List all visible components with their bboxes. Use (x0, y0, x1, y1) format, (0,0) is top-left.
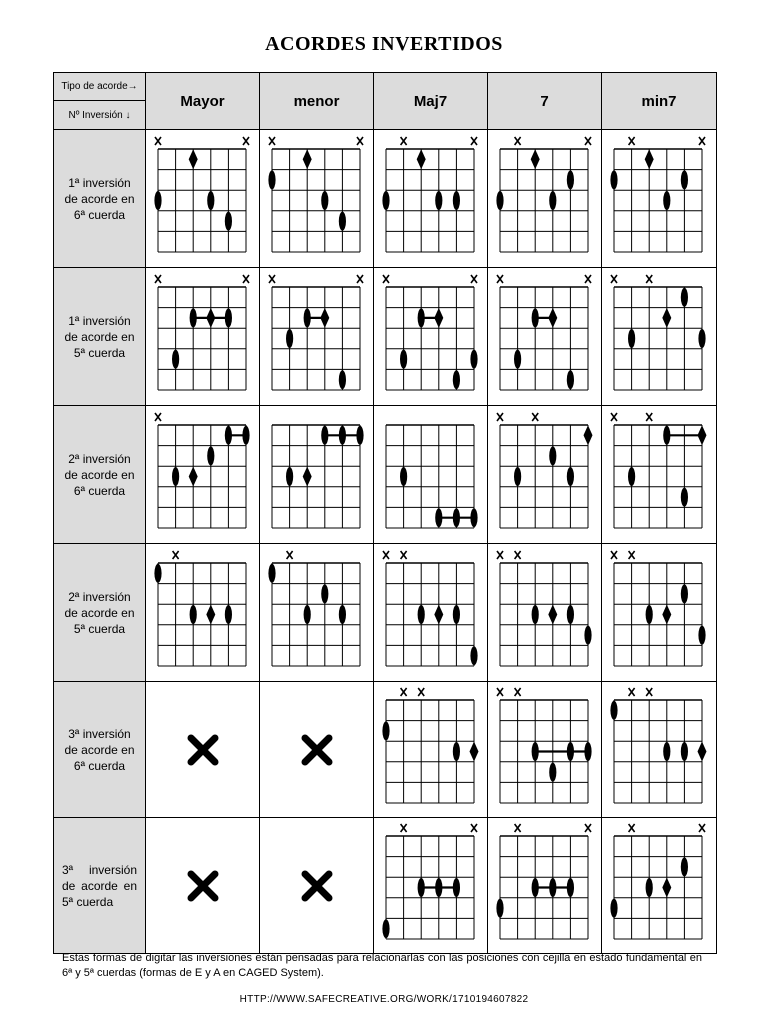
mute-x-icon (286, 551, 292, 559)
finger-dot (400, 467, 407, 486)
finger-dot (452, 191, 459, 210)
chord-cell (146, 130, 260, 268)
mute-x-icon (269, 137, 275, 145)
finger-dot (646, 878, 653, 897)
chord-cell (602, 544, 717, 682)
root-note-diamond (583, 425, 592, 445)
root-note-diamond (302, 466, 311, 486)
chord-diagram (494, 273, 596, 401)
chord-cell (488, 406, 602, 544)
finger-dot (417, 308, 424, 327)
finger-dot (698, 329, 705, 348)
finger-dot (470, 349, 477, 368)
finger-dot (663, 742, 670, 761)
finger-dot (646, 605, 653, 624)
root-note-diamond (188, 149, 197, 169)
mute-x-icon (155, 275, 161, 283)
finger-dot (224, 211, 231, 230)
finger-dot (610, 700, 617, 719)
row-label: 2ª inversión de acorde en 5ª cuerda (54, 544, 146, 682)
mute-x-icon (357, 137, 363, 145)
column-header-min7: min7 (602, 73, 717, 130)
chord-cell (488, 268, 602, 406)
mute-x-icon (471, 275, 477, 283)
chord-cell (488, 130, 602, 268)
chord-diagram (266, 273, 368, 401)
chord-cell (260, 682, 374, 818)
chord-diagram (608, 686, 710, 814)
chord-diagram (380, 135, 482, 263)
finger-dot (514, 349, 521, 368)
finger-dot (531, 605, 538, 624)
table-row (54, 268, 717, 406)
chord-cell (260, 268, 374, 406)
corner-header (54, 73, 146, 130)
mute-x-icon (357, 275, 363, 283)
table-row (54, 682, 717, 818)
finger-dot (154, 563, 161, 582)
chord-cell (374, 130, 488, 268)
mute-x-icon (400, 688, 406, 696)
finger-dot (549, 762, 556, 781)
mute-x-icon (611, 275, 617, 283)
root-note-diamond (434, 604, 443, 624)
root-note-diamond (188, 466, 197, 486)
finger-dot (610, 898, 617, 917)
column-header-mayor: Mayor (146, 73, 260, 130)
root-note-diamond (530, 149, 539, 169)
finger-dot (338, 605, 345, 624)
mute-x-icon (418, 688, 424, 696)
chord-cell (374, 682, 488, 818)
mute-x-icon (646, 413, 652, 421)
finger-dot (566, 605, 573, 624)
finger-dot (531, 308, 538, 327)
root-note-diamond (416, 149, 425, 169)
column-header-menor: menor (260, 73, 374, 130)
mute-x-icon (471, 824, 477, 832)
finger-dot (268, 563, 275, 582)
root-note-diamond (320, 307, 329, 327)
finger-dot (663, 191, 670, 210)
mute-x-icon (497, 413, 503, 421)
finger-dot (417, 878, 424, 897)
root-note-diamond (698, 741, 707, 761)
finger-dot (189, 605, 196, 624)
root-note-diamond (645, 149, 654, 169)
cross-stroke (305, 874, 329, 898)
mute-x-icon (243, 137, 249, 145)
chord-diagram (608, 135, 710, 263)
finger-dot (470, 646, 477, 665)
finger-dot (382, 721, 389, 740)
finger-dot (417, 605, 424, 624)
cross-stroke (191, 874, 215, 898)
finger-dot (435, 508, 442, 527)
finger-dot (189, 308, 196, 327)
table-row (54, 544, 717, 682)
finger-dot (566, 742, 573, 761)
root-note-diamond (698, 425, 707, 445)
footnote: Estas formas de digitar las inversiones están pensadas para relacionarlas con las posiciones con cejilla en estado fundamental en 6ª y 5ª cuerdas (formas de E y A en CAGED System). (62, 952, 702, 979)
chord-cell (260, 130, 374, 268)
inversion-number-label: Nº Inversión ↓ (68, 109, 131, 121)
root-note-diamond (662, 877, 671, 897)
finger-dot (224, 605, 231, 624)
chord-cell (602, 682, 717, 818)
no-chord-cross-icon (183, 730, 223, 770)
cross-stroke (305, 738, 329, 762)
mute-x-icon (699, 137, 705, 145)
source-url: HTTP://WWW.SAFECREATIVE.ORG/WORK/1710194607822 (239, 994, 529, 1005)
finger-dot (338, 370, 345, 389)
finger-dot (400, 349, 407, 368)
no-chord-cross-icon (297, 866, 337, 906)
mute-x-icon (646, 275, 652, 283)
finger-dot (435, 878, 442, 897)
finger-dot (338, 211, 345, 230)
mute-x-icon (532, 413, 538, 421)
finger-dot (154, 191, 161, 210)
finger-dot (549, 191, 556, 210)
chord-diagram (380, 549, 482, 677)
finger-dot (531, 878, 538, 897)
mute-x-icon (514, 137, 520, 145)
row-label: 1ª inversión de acorde en 6ª cuerda (54, 130, 146, 268)
finger-dot (452, 742, 459, 761)
root-note-diamond (434, 307, 443, 327)
row-label: 3ª inversión de acorde en 5ª cuerda (54, 818, 146, 954)
chord-cell (260, 406, 374, 544)
finger-dot (514, 467, 521, 486)
chord-diagram (380, 822, 482, 950)
finger-dot (303, 605, 310, 624)
finger-dot (382, 191, 389, 210)
chord-diagram (266, 135, 368, 263)
finger-dot (452, 508, 459, 527)
finger-dot (496, 191, 503, 210)
chord-diagram (494, 135, 596, 263)
chord-cell (260, 818, 374, 954)
chord-cell (602, 818, 717, 954)
chord-type-label: Tipo de acorde→ (54, 73, 145, 101)
finger-dot (584, 742, 591, 761)
chord-cell (488, 818, 602, 954)
column-header-maj7: Maj7 (374, 73, 488, 130)
chord-cell (488, 682, 602, 818)
mute-x-icon (400, 551, 406, 559)
finger-dot (207, 446, 214, 465)
cross-stroke (191, 738, 215, 762)
chord-diagram (608, 822, 710, 950)
mute-x-icon (400, 137, 406, 145)
mute-x-icon (269, 275, 275, 283)
finger-dot (321, 425, 328, 444)
mute-x-icon (514, 551, 520, 559)
mute-x-icon (611, 413, 617, 421)
finger-dot (663, 425, 670, 444)
root-note-diamond (206, 604, 215, 624)
chord-cell (602, 268, 717, 406)
mute-x-icon (383, 551, 389, 559)
row-label: 3ª inversión de acorde en 6ª cuerda (54, 682, 146, 818)
finger-dot (338, 425, 345, 444)
mute-x-icon (629, 551, 635, 559)
row-label: 2ª inversión de acorde en 6ª cuerda (54, 406, 146, 544)
finger-dot (356, 425, 363, 444)
mute-x-icon (497, 275, 503, 283)
finger-dot (566, 370, 573, 389)
chord-diagram (494, 822, 596, 950)
mute-x-icon (699, 824, 705, 832)
finger-dot (496, 898, 503, 917)
finger-dot (549, 878, 556, 897)
chord-diagram (152, 411, 254, 539)
table-row (54, 406, 717, 544)
chord-diagram (608, 273, 710, 401)
finger-dot (286, 329, 293, 348)
root-note-diamond (302, 149, 311, 169)
mute-x-icon (243, 275, 249, 283)
root-note-diamond (662, 307, 671, 327)
mute-x-icon (611, 551, 617, 559)
root-note-diamond (548, 307, 557, 327)
chord-cell (146, 406, 260, 544)
chord-diagram (608, 411, 710, 539)
finger-dot (321, 191, 328, 210)
mute-x-icon (383, 275, 389, 283)
no-chord-cross-icon (297, 730, 337, 770)
finger-dot (435, 191, 442, 210)
finger-dot (681, 584, 688, 603)
table-row (54, 130, 717, 268)
mute-x-icon (514, 688, 520, 696)
finger-dot (610, 170, 617, 189)
chord-cell (146, 268, 260, 406)
root-note-diamond (206, 307, 215, 327)
mute-x-icon (629, 824, 635, 832)
finger-dot (303, 308, 310, 327)
finger-dot (382, 919, 389, 938)
finger-dot (681, 170, 688, 189)
chord-cell (374, 544, 488, 682)
chord-cell (488, 544, 602, 682)
chord-diagram (494, 549, 596, 677)
finger-dot (268, 170, 275, 189)
mute-x-icon (585, 275, 591, 283)
finger-dot (566, 467, 573, 486)
mute-x-icon (585, 824, 591, 832)
root-note-diamond (662, 604, 671, 624)
chord-inversion-table (53, 72, 717, 954)
chord-diagram (266, 549, 368, 677)
finger-dot (681, 857, 688, 876)
finger-dot (549, 446, 556, 465)
finger-dot (628, 329, 635, 348)
mute-x-icon (514, 824, 520, 832)
chord-diagram (494, 411, 596, 539)
finger-dot (452, 605, 459, 624)
chord-diagram (266, 411, 368, 539)
chord-diagram (380, 686, 482, 814)
row-label: 1ª inversión de acorde en 5ª cuerda (54, 268, 146, 406)
finger-dot (681, 742, 688, 761)
finger-dot (207, 191, 214, 210)
finger-dot (681, 487, 688, 506)
root-note-diamond (469, 741, 478, 761)
mute-x-icon (629, 137, 635, 145)
finger-dot (224, 308, 231, 327)
finger-dot (470, 508, 477, 527)
chord-cell (146, 544, 260, 682)
finger-dot (321, 584, 328, 603)
mute-x-icon (497, 551, 503, 559)
chord-diagram (152, 273, 254, 401)
finger-dot (452, 370, 459, 389)
chord-diagram (152, 135, 254, 263)
chord-cell (374, 268, 488, 406)
finger-dot (172, 467, 179, 486)
chord-diagram (380, 411, 482, 539)
chord-cell (374, 406, 488, 544)
chord-cell (260, 544, 374, 682)
mute-x-icon (155, 137, 161, 145)
chord-cell (374, 818, 488, 954)
chord-diagram (380, 273, 482, 401)
finger-dot (242, 425, 249, 444)
chord-cell (146, 818, 260, 954)
mute-x-icon (471, 137, 477, 145)
finger-dot (286, 467, 293, 486)
mute-x-icon (585, 137, 591, 145)
chord-cell (602, 406, 717, 544)
mute-x-icon (629, 688, 635, 696)
finger-dot (584, 625, 591, 644)
mute-x-icon (172, 551, 178, 559)
finger-dot (452, 878, 459, 897)
finger-dot (531, 742, 538, 761)
chord-diagram (608, 549, 710, 677)
finger-dot (698, 625, 705, 644)
finger-dot (628, 467, 635, 486)
root-note-diamond (548, 604, 557, 624)
no-chord-cross-icon (183, 866, 223, 906)
page-title: ACORDES INVERTIDOS (265, 33, 503, 55)
mute-x-icon (400, 824, 406, 832)
finger-dot (566, 170, 573, 189)
mute-x-icon (646, 688, 652, 696)
finger-dot (224, 425, 231, 444)
mute-x-icon (155, 413, 161, 421)
chord-diagram (494, 686, 596, 814)
chord-cell (602, 130, 717, 268)
chord-diagram (152, 549, 254, 677)
chord-cell (146, 682, 260, 818)
mute-x-icon (497, 688, 503, 696)
finger-dot (681, 287, 688, 306)
table-row (54, 818, 717, 954)
finger-dot (566, 878, 573, 897)
column-header-7: 7 (488, 73, 602, 130)
finger-dot (172, 349, 179, 368)
